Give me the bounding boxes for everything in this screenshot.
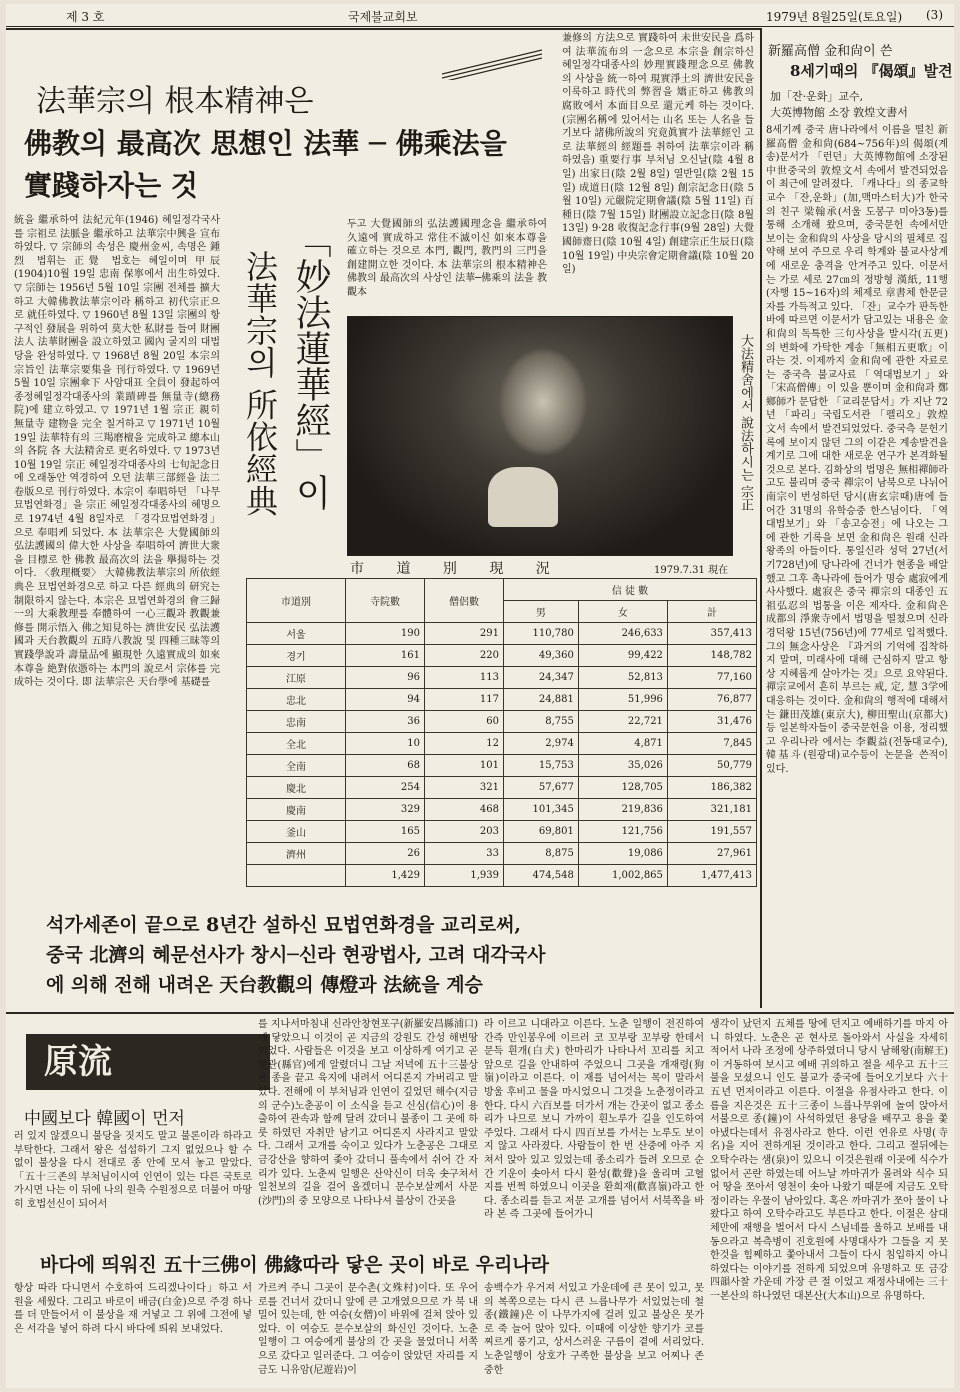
table-row: 江原 96 113 24,347 52,813 77,160 [247, 667, 757, 689]
subhead-line-1: 석가세존이 끝으로 8년간 설하신 묘법연화경을 교리로써, [46, 914, 522, 936]
bottom-column-1: 러 있지 않겠으니 불당을 짓지도 말고 불론이라 하라고 부탁한다. 그래서 왕은 섭섭하기 그지 없었으나 할 수 없이 불상을 다시 전대로 종 안에 모셔 놓고 말았다. 「五十三존의 부처님이시여 인연이 있는 다른 국토로 가시면 나는 이 뒤에 나의 원축 수원정으로 더불어 마땅히 호법선신이 되어서 [14, 1131, 252, 1210]
section-rule [6, 1012, 954, 1014]
table-row: 忠南 36 60 8,755 22,721 31,476 [247, 711, 757, 733]
middle-article-column: 두고 大覺國師의 弘法護國理念을 繼承하여 久遠에 實成하고 常住不滅이신 如來本尊을 確立하는 것으로 本門, 觀門, 教門의 三門을 創建開立한 것이다. 本 法華宗의 根本精神은 佛教의 最高次의 사상인 法華─佛乘의 法을 教觀本 [347, 219, 547, 298]
banner-subtitle: 中國보다 韓國이 먼저 [24, 1109, 185, 1129]
subhead-line-3: 에 의해 전해 내려온 天台教觀의 傳燈과 法統을 계승 [46, 974, 483, 996]
vertical-title-scripture: 法華宗의 所依經典 [241, 250, 279, 517]
table-date: 1979.7.31 現在 [654, 565, 729, 576]
headline-line-3: 實踐하자는 것 [24, 169, 198, 202]
table-totals-row: 1,429 1,939 474,548 1,002,865 1,477,413 [247, 865, 757, 887]
newspaper-page [6, 4, 954, 1388]
header-male: 男 [504, 601, 579, 623]
headline-line-2: 佛教의 最高次 思想인 法華 ─ 佛乘法을 [24, 127, 507, 160]
decorative-lines [442, 44, 542, 80]
bottom-column-2b: 가르켜 주니 그곳이 문수촌(文殊村)이다. 또 우어로를 건너서 갔더니 앞에 큰 고개였으므로 가 북 내밀어 있는데, 한 여승(女僧)이 바위에 걸쳐 앉아 있었다. 이 여승도 문수보살의 화신인 것이다. 노춘 일행이 그 여승에게 불상의 간 곳을 물었더니 서쪽으로 갔다고 일러준다. 그 여승이 앉았던 자리를 지금도 니유암(尼遊岩)이 [258, 1283, 478, 1376]
bottom-column-4: 생각이 났던지 五체를 땅에 던지고 예배하기를 마지 아니 하였다. 노춘은 곧 현사로 돌아와서 사실을 자세히 적어서 나라 조정에 상주하였더니 당시 남해왕(南解王)이 거동하여 보시고 예배 귀의하고 절을 세우고 五十三불을 모셨으니 인도 불교가 중국에 들어오기보다 六十五년 먼저이라고 이른다. 이절을 유점사라고 한다. 이름을 지은것은 五十三종이 느릅나무위에 놀여 앉아서 서불으로 종(鐘)이 사석하였던 용당을 배꾸고 용을 쫓아냈다는데서 유점사라고 한다. 이런 연유로 사명(寺名)을 지어 전하게된 것이라고 한다. 그리고 절뒤에는 오탁수라는 샘(泉)이 있으니 이것은원래 이곳에 식수가 없어서 곤란 하였는데 어느날 까마귀가 몰려와 식수 되어 땅을 쪼아서 영천이 솟아 나왔기 때문에 지금도 오탁정이라는 우물이 남아있다. 혹은 까마귀가 쪼아 물이 나왔다고 하여 오탁수라고도 부른다고 한다. 이절은 삼대체만에 재행을 벌어서 다시 스님네를 울하고 보배를 내동으라고 복측병이 진호원에 사명대사가 그들을 지 못한것을 힘쩨하고 쫓아내서 그들이 다시 침입하지 아니하였다는 이야기를 전하게 되었으며 유명하고 또 금강 四韻사찰 가운데 가장 큰 절 이었고 재정사내에는 三十一본산의 하나였던 대본산(大本山)으로 유명하다. [710, 1019, 948, 1302]
bottom-headline: 바다에 띄워진 五十三佛이 佛緣따라 닿은 곳이 바로 우리나라 [40, 1254, 550, 1276]
table-row: 全南 68 101 15,753 35,026 50,779 [247, 755, 757, 777]
right-article-body: 8세기께 중국 唐나라에서 이름을 떨친 新羅高僧 金和尙(684~756年)의 偈頌(계송)문서가 「런던」大英博物館에 소장된 中世중국의 敦煌文서 속에서 발견되었음이 최근에 알려졌다. 「캐나다」의 종교학교수 「잔,운화」(加,맥마스터大)가 한국의 친구 梁翰承(서울 도봉구 미아3동)를 통해 소개해 왔으며, 중국문헌 속에서만 보이는 金和尙의 사상을 당시의 필체로 집약해 보여 주므로 우리 학계와 불교사상계에 새로운 충격을 안겨주고 있다. 이문서는 가로 세로 27㎝의 정방형 漢紙, 11행(자행 15~16자)의 체제로 章書체 한문글자를 가득적고 있다. 「잔」교수가 판독한 바에 따르면 이문서가 담고있는 내용은 金和尙의 독특한 三句사상을 발시각(五更)의 변화에 가탁한 계송「無相五更歌」이라는 것. 이제까지 金和尙에 관한 자료로는 중국측 불교사료「역대법보기」와 「宋高僧傳」이 있을 뿐이며 金和尙과 鄭鄉師가 문답한 「교리문답서」가 지난 72년 「파리」국립도서관 「펠리오」敦煌文서 속에서 발견되었었다. 중국측 문헌기록에 보이지 않던 그의 이같은 계송발견을 계기로 그에 대한 새로운 연구가 본격화될 것으로 본다. 김화상의 법명은 無相禪師라고도 불리며 중국 禪宗이 남북으로 나뉘어 南宗이 번성하던 당시(唐玄宗때)唐에 들어간 31명의 유학승중 한스님이다. 「역대법보기」와 「송고승전」에 나오는 그에 관한 기록을 보면 金和尙은 원래 신라왕족의 아들이다. 통일신라 성덕 27년(서기728년)에 당나라에 건너가 현종을 배알했고 그후 촉나라에 들어가 명승 處寂에게 사사했다. 處寂은 중국 禪宗의 대종인 五祖弘忍의 법통을 이은 제자다. 金和尙은成都의 淨衆寺에서 법명을 떨쳤으며 신라 경덕왕 15년(756년)에 77세로 입적했다. 그의 無念사상은 『과거의 기억에 집착하지 말며, 미래사에 대해 근심하지 말고 항상 지혜롭게 살아가는 것』으로 요약된다. 禪宗교에서 흔히 부르는 戒, 定, 慧 3学에 대응하는 것이다. 金和尙의 행적에 대해서는 鎌田茂雄(東京大), 柳田聖山(京都大)등 일본학자들이 중국문헌을 이용, 정리했고 우리나라 에서는 李觀益(전동대교수), 韓基斗(원광대)교수등이 논문을 쓴적이 있다. [766, 125, 948, 775]
column-divider [760, 28, 762, 1008]
temple-photo [347, 316, 733, 556]
vertical-title-sutra: 「妙法蓮華經」이 [290, 222, 331, 510]
page-header [6, 4, 954, 27]
header-region: 市道別 [247, 579, 346, 623]
table-title: 市 道 別 現 況 [350, 561, 564, 577]
region-stats-table [246, 578, 757, 887]
table-row: 全北 10 12 2,974 4,871 7,845 [247, 733, 757, 755]
header-female: 女 [578, 601, 667, 623]
photo-caption: 大法精舍에서 說法하시는 宗正 [738, 334, 753, 512]
header-total: 計 [667, 601, 756, 623]
table-row: 慶南 329 468 101,345 219,836 321,181 [247, 799, 757, 821]
right-article-title-1: 新羅高僧 金和尙이 쓴 [768, 44, 893, 59]
right-article-column: 兼修의 方法으로 實踐하여 未世安民을 爲하여 法華流布의 一念으로 本宗을 創宗하신 혜일정각대종사의 妙理實踐理念으로 佛教의 사상을 統一하여 現實淨土의 濟世安民을 이룩하고 時代의 弊習을 矯正하고 佛教의 腐敗에서 本面目으로 還元케 하는 것이다. (宗團名稱에 있어서는 山名 또는 人名을 들기보다 諸佛所說의 究竟眞實가 法華經인 고로 法華經의 經題를 취하여 法華宗이라 稱하였음) 重要行事 부처님 오신날(陰 4월 8일) 出家日(陰 2월 8일) 열반일(陰 2월 15일) 成道日(陰 12월 8일) 創宗記念日(陰 5월 10일) 元嚴院定期會議(陰 5월 11일) 百種日(陰 7월 15일) 財團設立記念日(陰 8월 13일) 9·28 收復記念行事(9월 28일) 大覺國師齋日(陰 10월 4일) 創建宗正生辰日(陰 10월 19일) 中央宗會定期會議(陰 10월 20일) [562, 33, 754, 276]
bottom-column-3b: 송백수가 우거져 서있고 가운데에 큰 못이 있고, 못의 복쪽으로는 다시 큰 느릅나무가 서있었는데 철종(鐵鐘)은 이 나무가지에 걸려 있고 불상은 못가로 죽 늘어 앉아 있다. 이때에 이상한 향기가 코를 찌르게 풍기고, 상서스러운 구름이 곁에 서리었다. 노춘일행이 상호가 구족한 불상을 보고 어찌나 존중한 [484, 1283, 704, 1376]
headline-line-1: 法華宗의 根本精神은 [36, 84, 314, 119]
table-row: 釜山 165 203 69,801 121,756 191,557 [247, 821, 757, 843]
header-believers: 信 徒 數 [504, 579, 757, 601]
right-article-byline-1: 加「잔·운화」교수, [770, 90, 864, 103]
paper-name: 국제불교회보 [348, 10, 418, 24]
left-article-column: 統을 繼承하여 法紀元年(1946) 혜일정각국사를 宗祖로 法脈을 繼承하고 法華宗中興을 宣布하였다. ▽ 宗師의 속성은 慶州金씨, 속명은 鍾烈 법휘는 正覺 법호는 혜일이며 甲辰(1904)10월 19일 忠南 保寧에서 出生하였다. ▽ 宗師는 1956년 5월 10일 宗團 전체를 擴大하고 大韓佛教法華宗이라 稱하고 初代宗正으로 就任하였다. ▽ 1960년 8월 13일 宗團의 항구적인 發展을 위하여 莫大한 私財를 들여 財團法人 法華財團을 設立하였고 國內 굴지의 대법당을 완성하였다. ▽ 1968년 8월 20일 本宗의 宗旨인 法華宗要集을 刊行하였다. ▽ 1969년 5월 10일 宗團傘下 사암대표 全員이 發起하여 종정혜일정각대종사의 業蹟碑를 無量寺(總務院)에 建立하였고. ▽ 1971년 1월 宗正 親히 無量寺 建物을 完全 칠거하고 ▽ 1971년 10월 19일 法華特有의 三羯磨檀을 完成하고 總本山의 各院 各 大法精舍로 更名하였다. ▽ 1973년 10월 19일 宗正 혜일정각대종사의 七旬記念日에 오래동안 역경하여 오던 法華三部經을 法二卷版으로 刊行하였다. 本宗이 奉唱하던 「나무묘법연화경」을 宗正 혜일정각대종사의 혜명으로 1974년 4월 8일자로 「경각묘법연화경」으로 奉唱케 되었다. 本 法華宗은 大覺國師의 弘法護國의 偉大한 사상을 奉唱하여 濟世大衆을 目標로 한 佛教 最高次의 法을 擧揚하는 것이다. 〈敎理概要〉 大韓佛教法華宗의 所依經典은 묘법연화경으로 하고 다른 經典의 研究는 制限하지 않는다. 本宗은 묘법연화경의 會三歸一의 大乘教理를 奉體하여 一心三觀과 教觀兼修를 開示悟入 佛之知見하는 濟世安民 弘法護國과 天台教觀의 五時八教說 및 四種三昧等의 實踐學說과 壽量品에 顯現한 久遠實成의 如來本尊을 絶對依憑하는 本門의 說로서 宗体를 完成하는 것이다. 即 法華宗은 天台學에 基礎를 [14, 215, 220, 689]
table-row: 경기 161 220 49,360 99,422 148,782 [247, 645, 757, 667]
bottom-column-3: 라 이르고 니대라고 이른다. 노춘 일행이 전진하여 간즉 만인봉우에 이르러 코 꼬부랑 꼬부랑 한데서 문득 흰개(白犬) 한마리가 나타나서 꼬리를 치고 앞으로 길을 안내하여 주었으니 그곳을 개재령(狗嶺)이라고 이른다. 이 재를 넘어서는 목이 말라서 방울 후비고 물을 마시었으니 그것을 노춘정이라고 한다. 다시 六百보를 더가서 개는 간곳이 없고 종소리가 나므로 보니 가까이 흰노루가 길을 인도하여 주었다. 그래서 다시 四百보를 가서는 노루도 보이지 않고 사라졌다. 사람들이 한 번 산중에 아주 지쳐서 앉아 있고 있었는데 종소리가 들려 오므로 순간 기운이 솟아서 다시 환성(歡聲)을 울리며 고혈지를 번쩍 하였으니 이곳을 환희재(歡喜嶺)라고 한다. 종소리를 듣고 저문 고개를 넘어서 서북쪽을 바라 본 즉 그곳에 들어가니 [484, 1019, 704, 1221]
header-monks: 僧侶數 [425, 579, 504, 623]
bottom-column-2: 를 지나서마침내 신라안창현포구(新羅安昌縣浦口)에 닿았으니 이것이 곧 지금의 강원도 간성 해변땅이었다. 사람들은 이것을 보고 이상하게 여기고 곧 현관(縣官)에게 알렸더니 그날 저녁에 五十三불상은 종을 끝고 육지에 내려서 어디론지 가버리고 말았다. 전해에 이 부처님과 인연이 깊었던 해수(지금의 군수)노춘공이 이 소식을 듣고 신심(信心)이 용출하여 관속과 함께 달려 갔더니 불종이 그 곳에 하룻 하였던 자취만 남기고 어디론지 사라지고 말았다. 그래서 고개를 숙이고 있다가 노춘공은 그대로 금강산을 향하여 좇아 갔더니 풀속에서 쉬어 간 자리가 있다. 노춘씨 일행은 산악신이 더욱 솟구쳐서 일천보의 길을 걸어 올겠더니 문수보살께서 사문(沙門)의 중 모양으로 나타나셔 불상이 간곳을 [258, 1019, 478, 1207]
right-article-title-2: 8세기때의 『偈頌』발견 [790, 62, 953, 80]
header-temples: 寺院數 [346, 579, 425, 623]
subhead-line-2: 중국 北濟의 혜문선사가 창시─신라 현광법사, 고려 대각국사 [46, 944, 546, 966]
bottom-column-1b: 항상 따라 다니면서 수호하여 드리겠나이다」하고 서원을 세웠다. 그리고 바로이 배금(白金)으로 주경 하나를 더 만들어서 이 불상을 재 거넣고 그 위에 그전에 넣은 서각을 넣어 하려 다시 바다에 띄워 보내었다. [14, 1283, 252, 1335]
table-row: 慶北 254 321 57,677 128,705 186,382 [247, 777, 757, 799]
section-banner: 原流 [26, 1034, 270, 1090]
table-row: 忠北 94 117 24,881 51,996 76,877 [247, 689, 757, 711]
table-row: 서울 190 291 110,780 246,633 357,413 [247, 623, 757, 645]
page-number: (3) [926, 8, 943, 22]
issue-date: 1979년 8월25일(토요일) [766, 10, 903, 24]
issue-number: 제 3 호 [66, 10, 105, 24]
top-rule [6, 28, 760, 30]
table-row: 濟州 26 33 8,875 19,086 27,961 [247, 843, 757, 865]
right-article-byline-2: 大英博物館 소장 敦煌文書서 [770, 106, 908, 119]
